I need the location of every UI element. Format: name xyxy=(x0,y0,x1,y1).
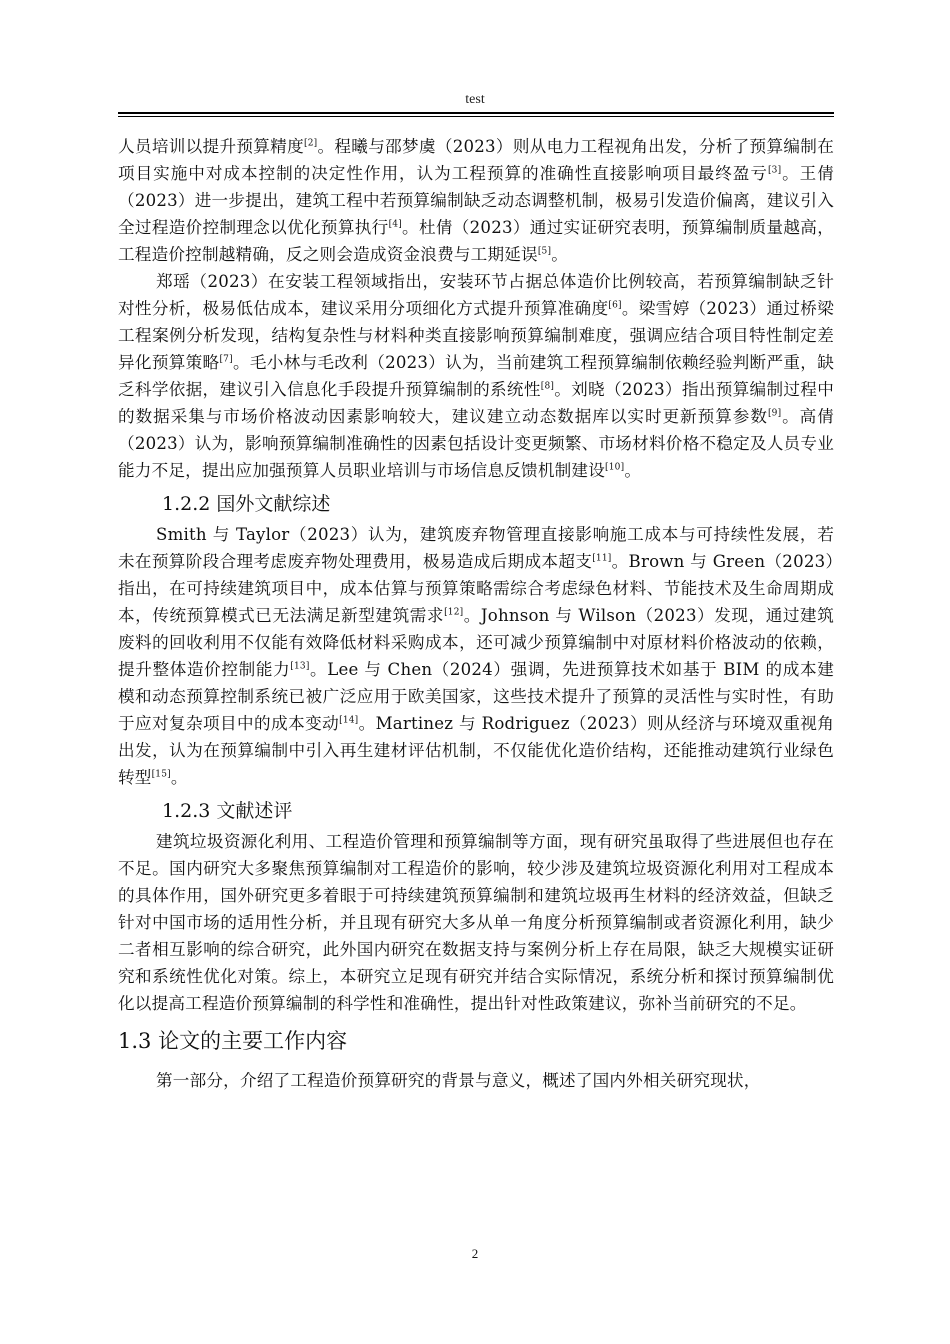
paragraph-literature-commentary: 建筑垃圾资源化利用、工程造价管理和预算编制等方面，现有研究虽取得了些进展但也存在不足。国内研究大多聚焦预算编制对工程造价的影响，较少涉及建筑垃圾资源化利用对工程成本的具体作用，国外研究更多着眼于可持续建筑预算编制和建筑垃圾再生材料的经济效益，但缺乏针对中国市场的适用性分析，并且现有研究大多从单一角度分析预算编制或者资源化利用，缺少二者相互影响的综合研究，此外国内研究在数据支持与案例分析上存在局限，缺乏大规模实证研究和系统性优化对策。综上，本研究立足现有研究并结合实际情况，系统分析和探讨预算编制优化以提高工程造价预算编制的科学性和准确性，提出针对性政策建议，弥补当前研究的不足。 xyxy=(118,832,834,1013)
citation-ref[interactable]: [10] xyxy=(605,462,625,473)
header-rule-thin xyxy=(118,116,834,117)
citation-ref[interactable]: [13] xyxy=(290,661,310,672)
citation-ref[interactable]: [3] xyxy=(767,165,782,176)
paragraph-foreign-review: Smith 与 Taylor（2023）认为，建筑废弃物管理直接影响施工成本与可持续性发展，若未在预算阶段合理考虑废弃物处理费用，极易造成后期成本超支[11]。Brown 与 Green（2023）指出，在可持续建筑项目中，成本估算与预算策略需综合考虑绿色材料、节能技术及生命周期成本，传统预算模式已无法满足新型建筑需求[12]。Johnson 与 Wilson（2023）发现，通过建筑废料的回收利用不仅能有效降低材料采购成本，还可减少预算编制中对原材料价格波动的依赖，提升整体造价控制能力[13]。Lee 与 Chen（2024）强调，先进预算技术如基于 BIM 的成本建模和动态预算控制系统已被广泛应用于欧美国家，这些技术提升了预算的灵活性与实时性，有助于应对复杂项目中的成本变动[14]。Martinez 与 Rodriguez（2023）则从经济与环境双重视角出发，认为在预算编制中引入再生建材评估机制，不仅能优化造价结构，还能推动建筑行业绿色转型[15]。 xyxy=(118,525,835,787)
citation-ref[interactable]: [15] xyxy=(151,769,171,780)
header-rule-thick xyxy=(118,112,834,114)
document-body xyxy=(118,133,834,1094)
paragraph-domestic-review-continued: 人员培训以提升预算精度[2]。程曦与邵梦虞（2023）则从电力工程视角出发，分析了预算编制在项目实施中对成本控制的决定性作用，认为工程预算的准确性直接影响项目最终盈亏[3]。王倩（2023）进一步提出，建筑工程中若预算编制缺乏动态调整机制，极易引发造价偏离，建议引入全过程造价控制理念以优化预算执行[4]。杜倩（2023）通过实证研究表明，预算编制质量越高，工程造价控制越精确，反之则会造成资金浪费与工期延误[5]。 xyxy=(118,137,834,264)
citation-ref[interactable]: [9] xyxy=(767,408,782,419)
page-number: 2 xyxy=(471,1246,479,1261)
section-heading-1-2-2: 1.2.2 国外文献综述 xyxy=(162,493,331,515)
citation-ref[interactable]: [14] xyxy=(339,715,359,726)
paragraph-domestic-review-2: 郑瑶（2023）在安装工程领域指出，安装环节占据总体造价比例较高，若预算编制缺乏针对性分析，极易低估成本，建议采用分项细化方式提升预算准确度[6]。梁雪婷（2023）通过桥梁工程案例分析发现，结构复杂性与材料种类直接影响预算编制难度，强调应结合项目特性制定差异化预算策略[7]。毛小林与毛改利（2023）认为，当前建筑工程预算编制依赖经验判断严重，缺乏科学依据，建议引入信息化手段提升预算编制的系统性[8]。刘晓（2023）指出预算编制过程中的数据采集与市场价格波动因素影响较大，建议建立动态数据库以实时更新预算参数[9]。高倩（2023）认为，影响预算编制准确性的因素包括设计变更频繁、市场材料价格不稳定及人员专业能力不足，提出应加强预算人员职业培训与市场信息反馈机制建设[10]。 xyxy=(118,272,834,480)
citation-ref[interactable]: [6] xyxy=(608,300,622,311)
section-heading-1-3: 1.3 论文的主要工作内容 xyxy=(118,1029,348,1053)
citation-ref[interactable]: [2] xyxy=(304,138,318,149)
citation-ref[interactable]: [4] xyxy=(388,219,402,230)
citation-ref[interactable]: [11] xyxy=(592,553,612,564)
page-header-title: test xyxy=(465,92,485,107)
citation-ref[interactable]: [8] xyxy=(540,381,555,392)
citation-ref[interactable]: [5] xyxy=(537,246,552,257)
paragraph-main-work: 第一部分，介绍了工程造价预算研究的背景与意义，概述了国内外相关研究现状， xyxy=(156,1071,761,1090)
citation-ref[interactable]: [7] xyxy=(219,354,233,365)
citation-ref[interactable]: [12] xyxy=(444,607,464,618)
section-heading-1-2-3: 1.2.3 文献述评 xyxy=(162,800,293,822)
